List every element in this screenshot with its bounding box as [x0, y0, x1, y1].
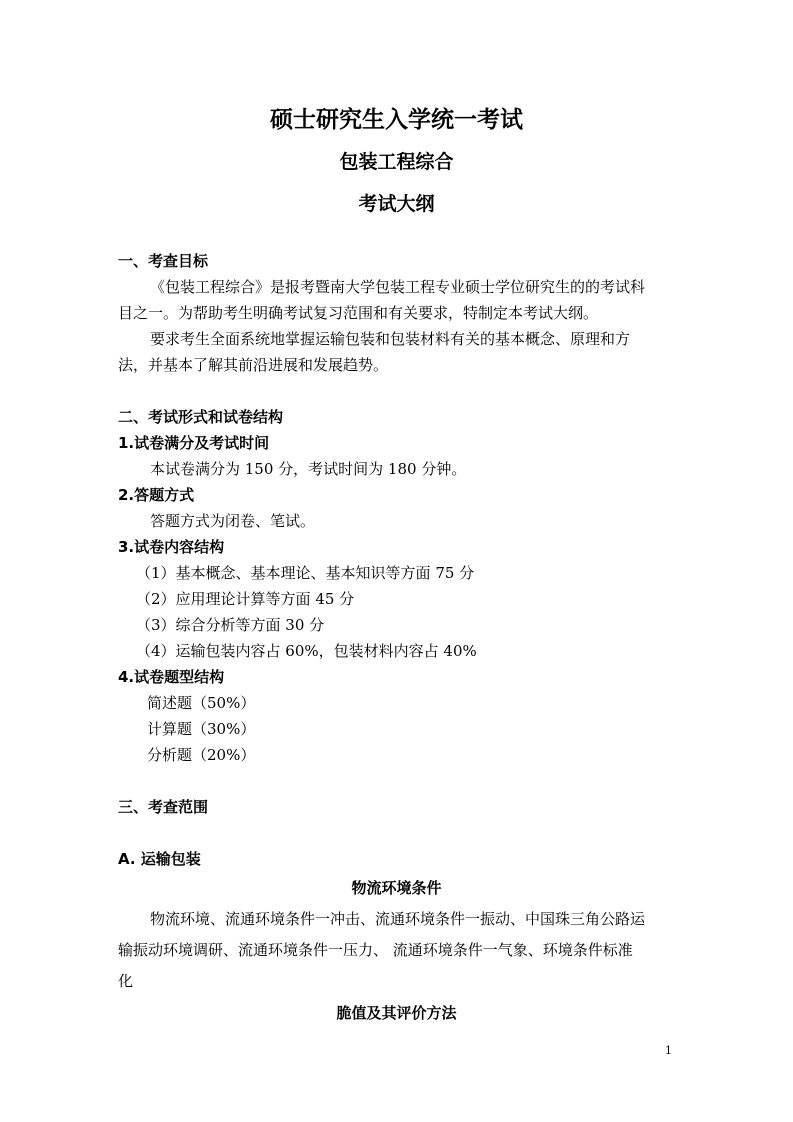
topic1-title: 物流环境条件	[351, 879, 442, 897]
page-number: 1	[665, 1044, 672, 1057]
sub3-item: （2）应用理论计算等方面 45 分	[136, 590, 355, 608]
sub2-text: 答题方式为闭卷、笔试。	[150, 512, 316, 530]
sub2-heading: 2.答题方式	[118, 486, 195, 504]
section1-para1-line1: 《包装工程综合》是报考暨南大学包装工程专业硕士学位研究生的的考试科	[150, 278, 646, 296]
topic1-line2: 输振动环境调研、流通环境条件一压力、 流通环境条件一气象、环境条件标准	[118, 941, 633, 959]
section1-para2-line2: 法，并基本了解其前沿进展和发展趋势。	[118, 356, 389, 374]
topic2-title: 脆值及其评价方法	[336, 1004, 457, 1022]
sub1-heading: 1.试卷满分及考试时间	[118, 434, 270, 452]
document-subtitle: 包装工程综合	[339, 151, 454, 173]
section1-para1-line2: 目之一。为帮助考生明确考试复习范围和有关要求，特制定本考试大纲。	[118, 304, 599, 322]
sub3-item: （4）运输包装内容占 60%，包装材料内容占 40%	[136, 642, 477, 660]
document-subtitle-outline: 考试大纲	[358, 193, 435, 215]
sub1-text: 本试卷满分为 150 分，考试时间为 180 分钟。	[150, 460, 467, 478]
section1-para2-line1: 要求考生全面系统地掌握运输包装和包装材料有关的基本概念、原理和方	[150, 330, 631, 348]
sub3-item: （1）基本概念、基本理论、基本知识等方面 75 分	[136, 564, 475, 582]
topic1-line3: 化	[118, 972, 134, 990]
section1-heading: 一、考查目标	[118, 252, 209, 270]
sub4-item: 计算题（30%）	[147, 720, 256, 738]
sub4-heading: 4.试卷题型结构	[118, 668, 225, 686]
topic1-line1: 物流环境、流通环境条件一冲击、流通环境条件一振动、中国珠三角公路运	[150, 910, 646, 928]
section3-heading: 三、考查范围	[118, 798, 209, 816]
sub3-item: （3）综合分析等方面 30 分	[136, 616, 325, 634]
sub4-item: 简述题（50%）	[147, 694, 256, 712]
sub4-item: 分析题（20%）	[147, 746, 256, 764]
partA-heading: A. 运输包装	[118, 850, 201, 868]
sub3-heading: 3.试卷内容结构	[118, 538, 225, 556]
section2-heading: 二、考试形式和试卷结构	[118, 408, 284, 426]
document-title: 硕士研究生入学统一考试	[270, 107, 523, 133]
